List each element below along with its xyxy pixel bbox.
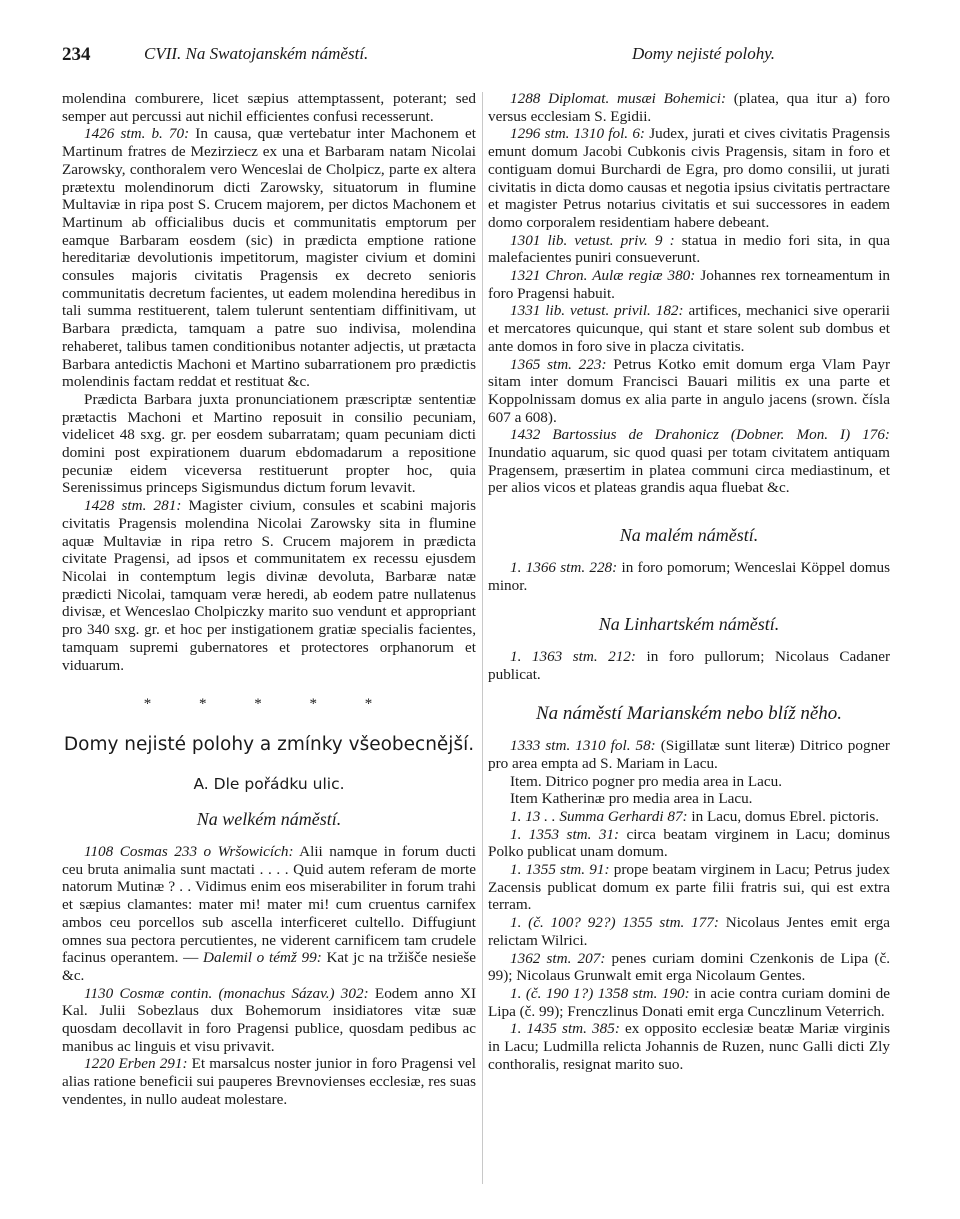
source-citation: 1. 13 . . Summa Gerhardi 87: xyxy=(510,807,688,825)
paragraph-text: (platea, qua itur a) foro versus ecclesiam S. Egidii. xyxy=(488,90,891,125)
source-citation: 1130 Cosmæ contin. (monachus Sázav.) 302: xyxy=(84,984,369,1002)
paragraph xyxy=(488,90,890,125)
paragraph-text: Magister civium, consules et scabini majoris civitatis Pragensis molendina Nicolai Zarowsky sita in flumine aquæ Multaviæ in ripa retro S. Crucem majorem in prædicta civitate Pragensi, ad ipsos et communitatem ex recessu ejusdem Nicolai in contemptum legis divinæ devoluta, Barbaræ natæ prædicti Nicolai, tamquam veræ heredi, ab eodem patre nullatenus divisæ, et Wenceslao Cholpiczky marito suo vendunt et appropriant pro 340 sxg. gr. et hoc per instigationem gratiæ specialis facientes, tamquam supremi gubernatores et protectores orphanorum et viduarum. xyxy=(62,497,477,674)
paragraph-text: in foro pullorum; Nicolaus Cadaner publicat. xyxy=(488,647,891,683)
source-citation: 1333 stm. 1310 fol. 58: xyxy=(510,737,656,755)
paragraph-text: Petrus Kotko emit domum erga Vlam Payr sitam inter domum Francisci Bauari militis ex una parte et Koppolnissam domus ex alia parte in angulo jacens (srown. čísla 607 a 608). xyxy=(488,355,891,426)
paragraph-text: ex opposito ecclesiæ beatæ Mariæ virginis in Lacu; Ludmilla relicta Johannis de Ruzen, nunc Galli dicti Zly conthoralis, resignat marito suo. xyxy=(488,1020,891,1073)
paragraph-text: artifices, mechanici sive operarii et mercatores quicunque, qui stant et stare solent sub dombus et ante domos in foro sive in placza civitatis. xyxy=(488,302,891,355)
paragraph xyxy=(488,356,890,427)
source-citation: 1. 1366 stm. 228: xyxy=(510,558,618,576)
paragraph: Item. Ditrico pogner pro media area in Lacu. xyxy=(510,772,782,790)
paragraph-text: Inundatio aquarum, sic quod quasi per totam civitatem antiquam Pragensem, præsertim in platea communi circa mediastinum, et per alios vicos et plateas grandis aqua fluebat &c. xyxy=(488,444,890,497)
source-citation: 1426 stm. b. 70: xyxy=(84,125,190,143)
paragraph xyxy=(488,826,890,861)
chapter-subtitle: A. Dle pořádku ulic. xyxy=(193,774,345,793)
paragraph-text: Johannes rex torneamentum in foro Pragensi habuit. xyxy=(488,267,891,302)
paragraph xyxy=(488,737,890,772)
source-citation: 1. 1435 stm. 385: xyxy=(510,1020,620,1038)
column-divider xyxy=(482,92,483,1184)
paragraph-text: statua in medio fori sita, in qua malefacientes puniri consueverunt. xyxy=(488,231,890,267)
source-citation: 1321 Chron. Aulæ regiæ 380: xyxy=(510,267,696,285)
paragraph xyxy=(62,497,476,674)
source-citation: 1432 Bartossius de Drahonicz (Dobner. Mon. I) 176: xyxy=(510,426,890,444)
paragraph-text: Judex, jurati et cives civitatis Pragensis emunt domum Jacobi Cubkonis civis Pragensis, sitam in foro et contiguam domui Burchardi de Egra, pro domo consilii, ut jurati civitatis in dicta domo causas et negotia ipsius civitatis pertractare et magister Petrus notarius civitatis et sui successores in eadem domo corporalem residentiam habere debeant. xyxy=(488,125,891,231)
left-column xyxy=(62,90,476,1109)
section-heading: Na Linhartském náměstí. xyxy=(598,614,780,635)
paragraph-text: Kat jc na tržišče nesieše &c. xyxy=(62,949,476,984)
source-citation: 1220 Erben 291: xyxy=(84,1055,188,1073)
source-citation: 1108 Cosmas 233 o Wršowicích: xyxy=(84,843,294,861)
paragraph-text: in foro pomorum; Wenceslai Köppel domus minor. xyxy=(488,558,891,594)
right-column xyxy=(488,90,890,1073)
page-number: 234 xyxy=(62,44,91,65)
paragraph xyxy=(488,808,890,826)
section-separator: * * * * * xyxy=(143,696,395,713)
paragraph: Item Katherinæ pro media area in Lacu. xyxy=(510,790,753,808)
paragraph xyxy=(488,648,890,683)
paragraph-text: Alii namque in forum ducti ceu bruta animalia sunt mactati . . . . Quid autem referam de morte natorum Mutinæ ? . . Vidimus enim eos miserabiliter in forum trahi et sæpius clamantes: mater mi! mater mi! cum cruentus carnifex ambos ceu porcellos sub ascella interficeret cultello. Diffugiunt omnes sua pectora percutientes, ne viderent carnificem tam crudele facinus operantem. — xyxy=(62,843,476,967)
running-title-left: CVII. Na Swatojanském náměstí. xyxy=(144,44,369,63)
paragraph: Prædicta Barbara juxta pronunciationem præscriptæ sententiæ prætactis Machoni et Martino reposuit in consilio pecuniam, videlicet 48 sxg. gr. per eosdem subarratam; quam pecuniam dicti domini post expirationem duarum ebdomadarum a repositione pecuniæ eidem viceversa restituerunt propter hoc, quia Serenissimus princeps Sigismundus dictum forum levavit. xyxy=(62,390,476,497)
section-heading: Na náměstí Marianském nebo blíž něho. xyxy=(535,703,843,725)
source-citation: 1288 Diplomat. musæi Bohemici: xyxy=(510,90,727,107)
source-citation: Dalemil o témž 99: xyxy=(203,949,322,967)
paragraph xyxy=(488,559,890,594)
paragraph xyxy=(488,267,890,302)
paragraph xyxy=(488,985,890,1020)
paragraph-text: prope beatam virginem in Lacu; Petrus judex Zacensis publicat domum ex parte filii fratris sui, qui est extra terram. xyxy=(488,861,891,914)
paragraph xyxy=(488,302,890,355)
source-citation: 1296 stm. 1310 fol. 6: xyxy=(510,125,645,143)
section-heading: Na welkém náměstí. xyxy=(196,809,342,830)
source-citation: 1365 stm. 223: xyxy=(510,355,607,373)
source-citation: 1428 stm. 281: xyxy=(84,497,182,515)
paragraph: molendina comburere, licet sæpius attemptassent, poterant; sed semper aut percussi aut nichil efficientes confusi recesserunt. xyxy=(62,90,476,125)
source-citation: 1. 1355 stm. 91: xyxy=(510,861,610,879)
paragraph-text: (Sigillatæ sunt literæ) Ditrico pogner pro area empta ad S. Mariam in Lacu. xyxy=(488,737,890,772)
paragraph-text: penes curiam domini Czenkonis de Lipa (č. 99); Nicolaus Grunwalt emit erga Nicolaum Gentes. xyxy=(488,949,891,985)
paragraph-text: circa beatam virginem in Lacu; dominus Polko publicat unam domum. xyxy=(488,825,890,861)
running-title-right: Domy nejisté polohy. xyxy=(632,44,776,63)
source-citation: 1362 stm. 207: xyxy=(510,949,606,967)
source-citation: 1301 lib. vetust. priv. 9 : xyxy=(510,231,675,249)
source-citation: 1. 1363 stm. 212: xyxy=(510,647,636,665)
source-citation: 1. (č. 100? 92?) 1355 stm. 177: xyxy=(510,914,719,932)
section-heading: Na malém náměstí. xyxy=(619,525,759,546)
paragraph-text: in acie contra curiam domini de Lipa (č. 99); Frenczlinus Donati emit erga Cunczlinum Veterrich. xyxy=(488,984,890,1020)
paragraph-text: Eodem anno XI Kal. Julii Sobezlaus dux Bohemorum insidiatores vitæ suæ quosdam decollavit in foro Pragensi publice, quosdam pedibus ac manibus ac linguis et visu privavit. xyxy=(62,984,476,1055)
paragraph xyxy=(62,985,476,1056)
paragraph xyxy=(62,1055,476,1108)
paragraph-text: Nicolaus Jentes emit erga relictam Wilrici. xyxy=(488,914,891,949)
paragraph xyxy=(488,950,890,985)
page-header xyxy=(62,44,898,70)
paragraph xyxy=(488,861,890,914)
paragraph-text: in Lacu, domus Ebrel. pictoris. xyxy=(691,807,880,825)
source-citation: 1. 1353 stm. 31: xyxy=(510,825,620,843)
source-citation: 1. (č. 190 1?) 1358 stm. 190: xyxy=(510,984,690,1002)
paragraph xyxy=(62,125,476,391)
paragraph xyxy=(488,232,890,267)
paragraph xyxy=(488,914,890,949)
paragraph xyxy=(62,843,476,985)
paragraph-text: In causa, quæ vertebatur inter Machonem et Martinum fratres de Mezirziecz ex una et Barbaram natam Nicolai Zarowsky, conthoralem vero Wenceslai de Cholpicz, parte ex altera prætextu molendinorum dicti Zarowsky, situatorum in flumine Multaviæ in ripa post S. Crucem majorem, per dictos Machonem et Martinum ab officialibus ducis et communitatis emptorum per eamque Barbaram eosdem (sic) in prædicta emptione ratione hereditariæ devolutionis impetitorum, magister civium et domini consules majoris civitatis Pragensis ex decreto senioris communitatis decretum facientes, ut eadem molendina heredibus in tali summa restituerent, talem tulerunt sententiam diffinitivam, ut Barbara prædicta, tamquam a patre suo indivisa, molendina rehaberet, talibus tamen conditionibus notanter adjectis, ut prætacta Barbara antedictis Machoni et Martino subarrationem pro prædictis molendinis factam reddat et restituat &c. xyxy=(62,125,476,391)
paragraph xyxy=(488,1020,890,1073)
paragraph xyxy=(488,426,890,497)
paragraph xyxy=(488,125,890,231)
chapter-title: Domy nejisté polohy a zmínky všeobecnější. xyxy=(63,733,475,755)
source-citation: 1331 lib. vetust. privil. 182: xyxy=(510,302,684,320)
paragraph-text: Et marsalcus noster junior in foro Pragensi vel alias ratione beneficii sui pauperes Brevnovienses ecclesiæ, res suas vendentes, in nullo audeat molestare. xyxy=(62,1055,476,1108)
